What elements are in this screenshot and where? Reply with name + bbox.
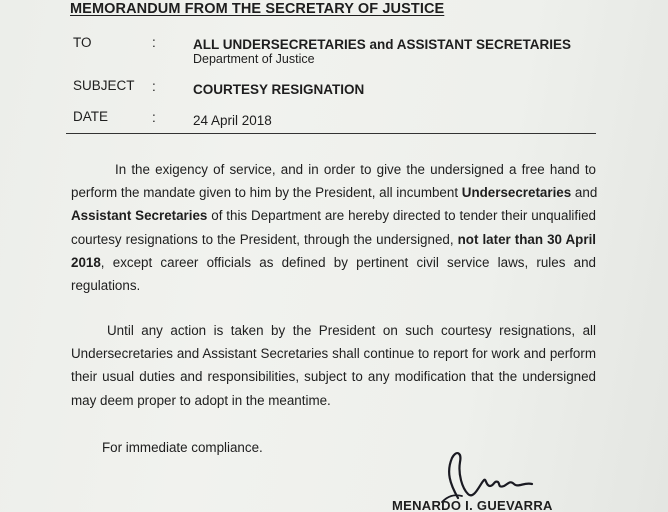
paragraph-line: courtesy resignations to the President, through the undersigned, not later than 30 April — [71, 231, 597, 247]
to-colon: : — [152, 35, 156, 50]
to-value: ALL UNDERSECRETARIES and ASSISTANT SECRETARIES — [193, 37, 572, 52]
paragraph-continuation — [71, 319, 596, 412]
date-value: 24 April 2018 — [193, 113, 272, 128]
paragraph-line: 2018, except career officials as defined by pertinent civil service laws, rules and — [71, 254, 596, 270]
date-colon: : — [152, 110, 156, 125]
paragraph-line: Until any action is taken by the President on such courtesy resignations, all — [107, 323, 596, 338]
paragraph-line: regulations. — [71, 278, 141, 294]
subject-colon: : — [152, 79, 156, 94]
paragraph-line: their usual duties and responsibilities, subject to any modification that the undersigned — [71, 369, 596, 385]
emphasis-text: Undersecretaries — [461, 185, 572, 201]
emphasis-text: Assistant Secretaries — [71, 208, 208, 224]
emphasis-text: not later than 30 April — [457, 231, 597, 247]
closing-line: For immediate compliance. — [102, 440, 263, 455]
memo-title: MEMORANDUM FROM THE SECRETARY OF JUSTICE — [70, 1, 445, 17]
paragraph-line: may deem proper to adopt in the meantime. — [71, 392, 331, 408]
paragraph-line: Assistant Secretaries of this Department are hereby directed to tender their unqualified — [71, 208, 596, 224]
header-divider — [66, 133, 596, 134]
subject-value: COURTESY RESIGNATION — [193, 82, 365, 97]
paragraph-directive — [71, 158, 596, 297]
paragraph-line: In the exigency of service, and in order to give the undersigned a free hand to — [115, 162, 596, 177]
subject-label: SUBJECT — [73, 78, 135, 93]
signature-icon — [428, 444, 558, 504]
date-label: DATE — [73, 109, 109, 124]
paragraph-line: Undersecretaries and Assistant Secretaries shall continue to report for work and perform — [71, 346, 596, 362]
to-department: Department of Justice — [193, 52, 315, 66]
emphasis-text: 2018 — [71, 254, 101, 270]
to-label: TO — [73, 35, 92, 50]
signatory-name: MENARDO I. GUEVARRA — [392, 498, 553, 512]
paragraph-line: perform the mandate given to him by the President, all incumbent Undersecretaries and — [71, 185, 598, 201]
